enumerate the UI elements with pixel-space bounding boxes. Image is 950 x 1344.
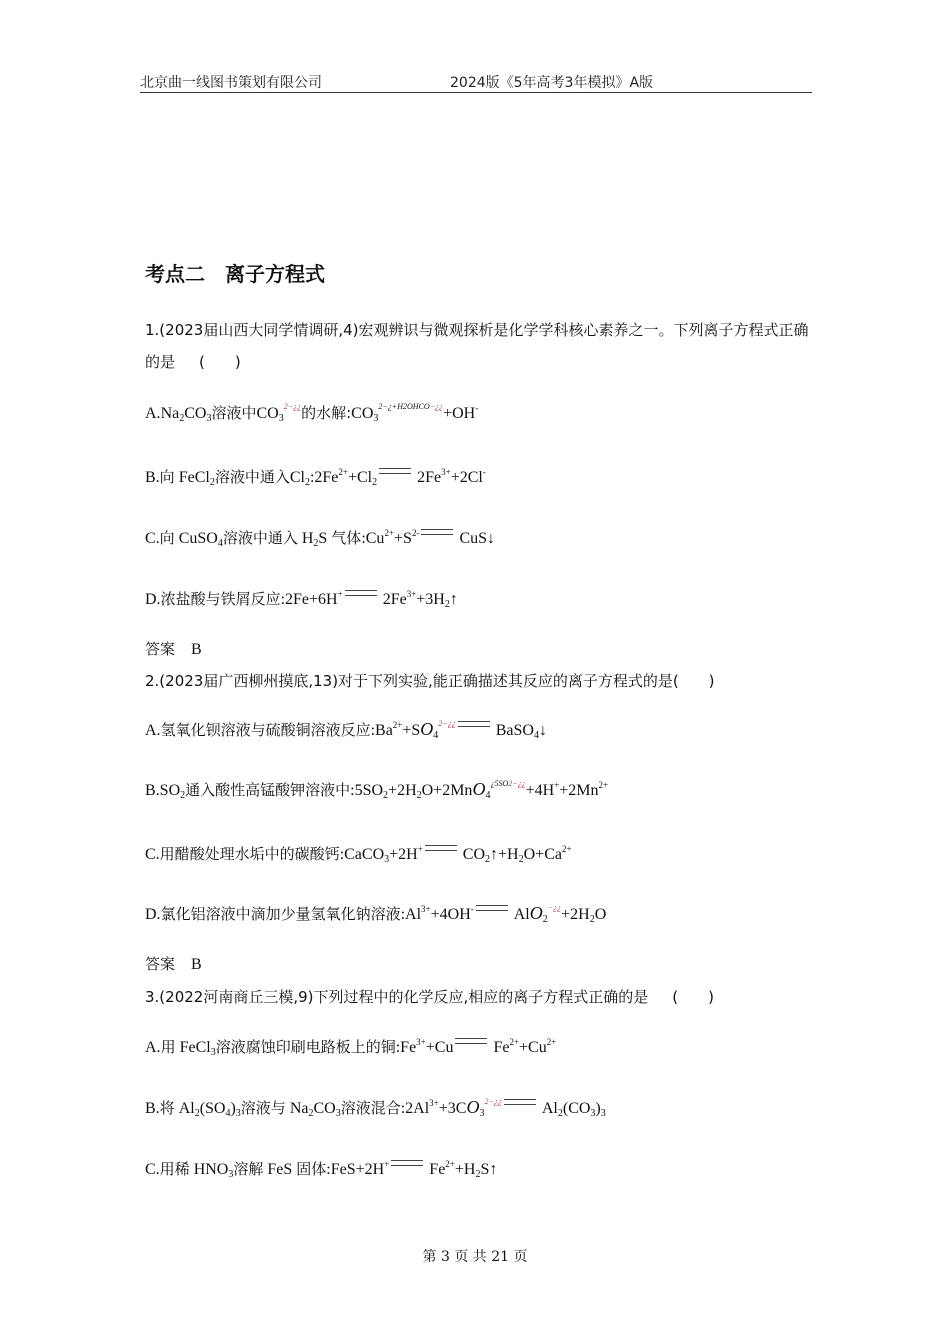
formula: Na bbox=[160, 405, 180, 422]
subscript: 3 bbox=[590, 1108, 596, 1119]
total-pages: 21 bbox=[491, 1249, 510, 1265]
formula: :Ba bbox=[370, 722, 393, 739]
superscript: 2+ bbox=[509, 1037, 520, 1047]
subscript: 3 bbox=[206, 413, 212, 424]
subscript: 2 bbox=[475, 1169, 481, 1180]
superscript: −¿¿ bbox=[547, 903, 562, 912]
publisher-name: 北京曲一线图书策划有限公司 bbox=[140, 75, 322, 91]
subscript: 2 bbox=[180, 790, 186, 801]
formula: HNO bbox=[193, 1161, 229, 1178]
subscript: 2 bbox=[194, 1108, 200, 1119]
formula: ↑ bbox=[449, 591, 458, 608]
formula: O+2Mn bbox=[421, 782, 473, 799]
option-label: A. bbox=[145, 722, 161, 739]
option-label: B. bbox=[145, 469, 160, 486]
option-label: A. bbox=[145, 1039, 161, 1056]
question-1-stem bbox=[145, 314, 810, 378]
superscript: ¿5SO bbox=[490, 779, 509, 788]
q2-option-c bbox=[145, 843, 572, 864]
text: 用醋酸处理水垢中的碳酸钙 bbox=[159, 845, 340, 863]
formula: O bbox=[466, 1097, 480, 1117]
subscript: 2 bbox=[589, 914, 595, 925]
text: 向 bbox=[159, 468, 175, 486]
formula: :CaCO bbox=[339, 846, 385, 863]
text: 向 bbox=[159, 529, 175, 547]
superscript: 2−¿¿ bbox=[508, 779, 526, 788]
formula: +H bbox=[454, 1161, 476, 1178]
option-label: D. bbox=[145, 591, 161, 608]
superscript: 2−¿¿ bbox=[283, 402, 302, 411]
formula: +Cu bbox=[519, 1039, 547, 1056]
q3-option-c bbox=[145, 1158, 497, 1179]
subscript: 2 bbox=[308, 1108, 314, 1119]
superscript: - bbox=[475, 403, 479, 413]
superscript: 3+ bbox=[441, 467, 451, 477]
answer-label: 答案 bbox=[145, 955, 176, 973]
superscript: 2+ bbox=[598, 780, 609, 790]
formula: S bbox=[318, 530, 328, 547]
formula: O bbox=[594, 906, 607, 923]
subscript: 2 bbox=[485, 854, 491, 865]
formula: +2H bbox=[561, 906, 590, 923]
formula: :Cu bbox=[361, 530, 385, 547]
subscript: 2 bbox=[557, 1108, 563, 1119]
formula: Na bbox=[289, 1100, 309, 1117]
q2-option-a bbox=[145, 719, 547, 740]
subscript: 3 bbox=[335, 1108, 341, 1119]
formula: +2H bbox=[389, 846, 418, 863]
subscript: 2 bbox=[313, 538, 319, 549]
q1-answer bbox=[145, 636, 202, 659]
formula: Al bbox=[178, 1100, 195, 1117]
superscript: 3+ bbox=[429, 1098, 439, 1108]
subscript: 3 bbox=[228, 1169, 234, 1180]
formula: +Cl bbox=[347, 469, 373, 486]
subscript: 3 bbox=[235, 1108, 241, 1119]
text: 固体 bbox=[296, 1160, 327, 1178]
equals-sign bbox=[421, 529, 453, 535]
formula: Al bbox=[513, 906, 530, 923]
formula: +4OH bbox=[430, 906, 471, 923]
section-title: 考点二 离子方程式 bbox=[145, 262, 325, 286]
equals-sign bbox=[476, 905, 508, 911]
answer-paren: ( ) bbox=[672, 988, 714, 1006]
option-label: D. bbox=[145, 906, 161, 923]
book-title: 2024版《5年高考3年模拟》A版 bbox=[450, 75, 654, 91]
formula: ↓ bbox=[538, 722, 547, 739]
formula: (SO bbox=[199, 1100, 226, 1117]
formula: +3H bbox=[416, 591, 445, 608]
question-3-stem bbox=[145, 986, 714, 1007]
formula: +OH bbox=[443, 405, 476, 422]
subscript: 3 bbox=[210, 1047, 216, 1058]
text: 溶液中 bbox=[211, 404, 257, 422]
formula: BaSO bbox=[495, 722, 534, 739]
formula: :Al bbox=[400, 906, 422, 923]
superscript: 2+ bbox=[392, 720, 403, 730]
text: 溶液中通入 bbox=[214, 468, 290, 486]
superscript: 2−¿¿ bbox=[484, 1097, 502, 1106]
formula: CO bbox=[462, 846, 486, 863]
superscript: 2+ bbox=[561, 844, 572, 854]
formula: +S bbox=[402, 722, 421, 739]
formula: :2Fe+6H bbox=[280, 591, 338, 608]
subscript: 4 bbox=[485, 790, 491, 801]
q1-option-d bbox=[145, 588, 458, 609]
option-label: A. bbox=[145, 405, 161, 422]
equals-sign bbox=[455, 1038, 487, 1044]
subscript: 4 bbox=[225, 1108, 231, 1119]
formula: +2H bbox=[388, 782, 417, 799]
formula: +3C bbox=[438, 1100, 467, 1117]
superscript: 2+ bbox=[384, 528, 395, 538]
formula: CuSO bbox=[178, 530, 218, 547]
superscript: 2−¿¿ bbox=[438, 719, 456, 728]
superscript: 3+ bbox=[406, 589, 417, 599]
formula: S↑ bbox=[480, 1161, 498, 1178]
formula: CO bbox=[184, 405, 207, 422]
formula: H bbox=[301, 530, 314, 547]
formula: CO bbox=[313, 1100, 336, 1117]
option-label: C. bbox=[145, 1161, 160, 1178]
formula: O bbox=[472, 779, 486, 799]
q3-option-b bbox=[145, 1097, 606, 1118]
superscript: 2+ bbox=[546, 1037, 557, 1047]
formula: Fe bbox=[429, 1161, 446, 1178]
text: 溶液腐蚀印刷电路板上的铜 bbox=[215, 1038, 396, 1056]
equals-sign bbox=[391, 1160, 423, 1166]
text: 溶液混合 bbox=[340, 1099, 401, 1117]
text: 氢氧化钡溶液与硫酸铜溶液反应 bbox=[160, 721, 371, 739]
superscript: + bbox=[384, 1159, 390, 1169]
question-2-stem: 2.(2023届广西柳州摸底,13)对于下列实验,能正确描述其反应的离子方程式的是( ) bbox=[145, 672, 715, 690]
formula: 2Fe bbox=[417, 469, 442, 486]
subscript: 2 bbox=[518, 854, 524, 865]
formula: O+Ca bbox=[523, 846, 562, 863]
subscript: 2 bbox=[542, 914, 548, 925]
text: 溶液中通入 bbox=[222, 529, 298, 547]
formula: +2Mn bbox=[559, 782, 599, 799]
subscript: 2 bbox=[383, 790, 389, 801]
page-header bbox=[140, 70, 812, 93]
option-label: C. bbox=[145, 846, 160, 863]
subscript: 2 bbox=[304, 477, 310, 488]
text: 用 bbox=[160, 1038, 176, 1056]
formula: +4H bbox=[525, 782, 555, 799]
q2-option-b bbox=[145, 779, 608, 800]
option-label: B. bbox=[145, 782, 160, 799]
formula: O bbox=[529, 903, 543, 923]
subscript: 4 bbox=[533, 730, 539, 741]
superscript: + bbox=[337, 589, 343, 599]
q1-option-c bbox=[145, 527, 495, 548]
superscript: - bbox=[470, 904, 474, 914]
superscript: 2−¿+H2OHCO bbox=[378, 402, 430, 411]
formula: 2Fe bbox=[382, 591, 407, 608]
question-3-text: 3.(2022河南商丘三模,9)下列过程中的化学反应,相应的离子方程式正确的是 bbox=[145, 988, 649, 1006]
superscript: + bbox=[417, 844, 423, 854]
subscript: 4 bbox=[433, 730, 439, 741]
option-label: B. bbox=[145, 1100, 160, 1117]
answer-value: B bbox=[191, 956, 202, 973]
answer-label: 答案 bbox=[145, 640, 176, 658]
formula: Cl bbox=[289, 469, 305, 486]
formula: (CO bbox=[562, 1100, 591, 1117]
page-number: 3 bbox=[440, 1249, 450, 1265]
formula: :2Al bbox=[400, 1100, 430, 1117]
formula: Fe bbox=[493, 1039, 510, 1056]
q2-option-d bbox=[145, 903, 606, 924]
answer-paren: ( ) bbox=[199, 353, 241, 371]
formula: ↑+H bbox=[490, 846, 519, 863]
formula: :2Fe bbox=[309, 469, 339, 486]
superscript: 3+ bbox=[421, 904, 431, 914]
formula: O bbox=[420, 719, 434, 739]
q3-option-a bbox=[145, 1036, 556, 1057]
equals-sign bbox=[379, 468, 411, 474]
subscript: 3 bbox=[373, 413, 379, 424]
text: 氯化铝溶液中滴加少量氢氧化钠溶液 bbox=[160, 905, 401, 923]
formula: Al bbox=[541, 1100, 558, 1117]
superscript: + bbox=[554, 780, 560, 790]
q1-option-a bbox=[145, 402, 478, 423]
subscript: 3 bbox=[600, 1108, 606, 1119]
superscript: 2+ bbox=[338, 467, 348, 477]
question-1-text: 1.(2023届山西大同学情调研,4)宏观辨识与微观探析是化学学科核心素养之一。下列离子方程式正确的是 bbox=[145, 321, 809, 371]
formula: :FeS+2H bbox=[326, 1161, 385, 1178]
text: 溶液与 bbox=[240, 1099, 286, 1117]
subscript: 3 bbox=[479, 1108, 485, 1119]
subscript: 2 bbox=[179, 413, 185, 424]
footer-text: 页 bbox=[513, 1249, 528, 1265]
text: 用稀 bbox=[159, 1160, 190, 1178]
q2-answer bbox=[145, 951, 202, 974]
formula: ) bbox=[595, 1100, 601, 1117]
page-footer bbox=[0, 1246, 950, 1266]
answer-value: B bbox=[191, 641, 202, 658]
equals-sign bbox=[458, 721, 490, 727]
formula: +S bbox=[394, 530, 412, 547]
formula: :Fe bbox=[395, 1039, 417, 1056]
equals-sign bbox=[345, 590, 377, 596]
text: 浓盐酸与铁屑反应 bbox=[160, 590, 281, 608]
subscript: 2 bbox=[444, 599, 450, 610]
text: 通入酸性高锰酸钾溶液中 bbox=[185, 781, 351, 799]
text: 将 bbox=[159, 1099, 175, 1117]
footer-text: 页 共 bbox=[454, 1249, 487, 1265]
formula: FeS bbox=[267, 1161, 293, 1178]
text: 溶解 bbox=[233, 1160, 264, 1178]
superscript: 2+ bbox=[445, 1159, 455, 1169]
formula: FeCl bbox=[178, 469, 210, 486]
text: 的水解: bbox=[301, 404, 352, 422]
subscript: 4 bbox=[217, 538, 223, 549]
q1-option-b bbox=[145, 466, 486, 487]
text: 气体 bbox=[331, 529, 362, 547]
formula: :5SO bbox=[350, 782, 384, 799]
formula: FeCl bbox=[179, 1039, 211, 1056]
formula: +Cu bbox=[425, 1039, 454, 1056]
subscript: 3 bbox=[278, 413, 284, 424]
footer-text: 第 bbox=[422, 1249, 437, 1265]
formula: +2Cl bbox=[450, 469, 483, 486]
superscript: −¿¿ bbox=[429, 402, 444, 411]
subscript: 2 bbox=[209, 477, 215, 488]
subscript: 2 bbox=[416, 790, 422, 801]
superscript: 2- bbox=[411, 528, 420, 538]
superscript: 3+ bbox=[416, 1037, 426, 1047]
subscript: 3 bbox=[384, 854, 390, 865]
superscript: - bbox=[482, 467, 486, 477]
formula: CuS↓ bbox=[459, 530, 496, 547]
subscript: 2 bbox=[372, 477, 378, 488]
equals-sign bbox=[504, 1099, 536, 1105]
formula: CO bbox=[351, 405, 374, 422]
option-label: C. bbox=[145, 530, 160, 547]
formula: ) bbox=[230, 1100, 236, 1117]
formula: SO bbox=[159, 782, 181, 799]
equals-sign bbox=[425, 845, 457, 851]
formula: CO bbox=[256, 405, 279, 422]
